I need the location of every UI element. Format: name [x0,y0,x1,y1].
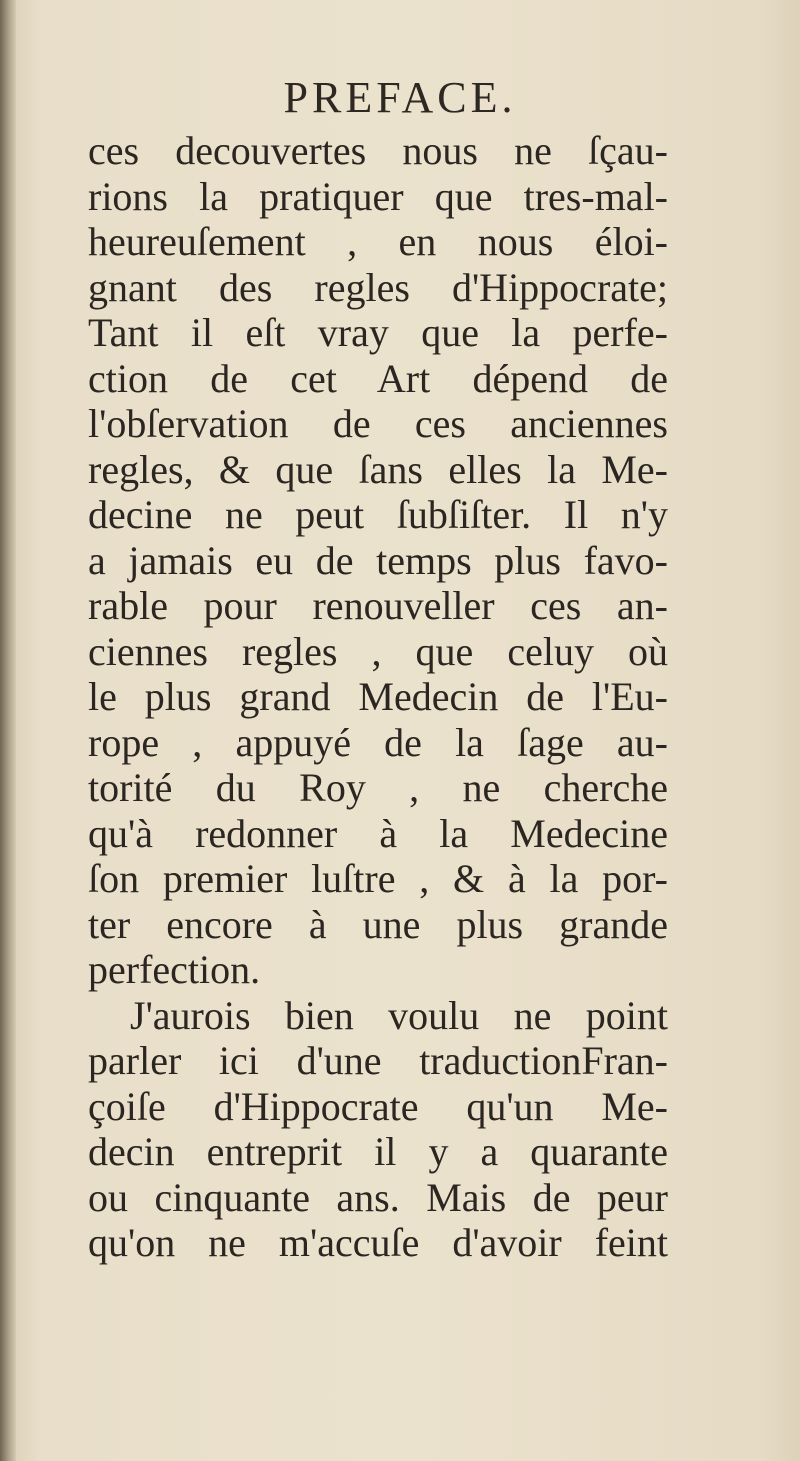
text-line: rable pour renouveller ces an- [88,583,668,628]
text-line: ter encore à une plus grande [88,901,668,947]
text-line: çoiſe d'Hippocrate qu'un Me- [88,1083,668,1129]
text-line: l'obſervation de ces anciennes [88,401,668,446]
text-line: Tant il eſt vray que la perfe- [88,310,668,355]
text-line: rions la pratiquer que tres-mal- [88,173,668,219]
text-line: ou cinquante ans. Mais de peur [88,1174,668,1220]
text-line: qu'on ne m'accuſe d'avoir feint [88,1220,668,1265]
text-line: torité du Roy , ne cherche [88,765,668,810]
text-line: decin entreprit il y a quarante [88,1129,668,1174]
text-line-paragraph-start: J'aurois bien voulu ne point [130,992,668,1038]
text-line-paragraph-end: perfection. [88,947,261,992]
text-line: heureuſement , en nous éloi- [88,219,668,264]
text-line: a jamais eu de temps plus favo- [88,537,668,583]
text-line: ciennes regles , que celuy où [88,628,668,674]
text-line: qu'à redonner à la Medecine [88,810,668,856]
text-line: rope , appuyé de la ſage au- [88,719,668,765]
page-binding-edge [0,0,16,1461]
text-line: regles, & que ſans elles la Me- [88,446,668,492]
text-line: le plus grand Medecin de l'Eu- [88,674,668,719]
body-text [88,128,668,1266]
running-head: PREFACE. [283,73,517,122]
text-line: decine ne peut ſubſiſter. Il n'y [88,492,668,537]
text-line: ces decouvertes nous ne ſçau- [88,128,668,173]
text-line: ſon premier luſtre , & à la por- [88,856,668,901]
text-line: parler ici d'une traductionFran- [88,1038,668,1083]
text-line: ction de cet Art dépend de [88,355,668,401]
text-line: gnant des regles d'Hippocrate; [88,264,668,310]
